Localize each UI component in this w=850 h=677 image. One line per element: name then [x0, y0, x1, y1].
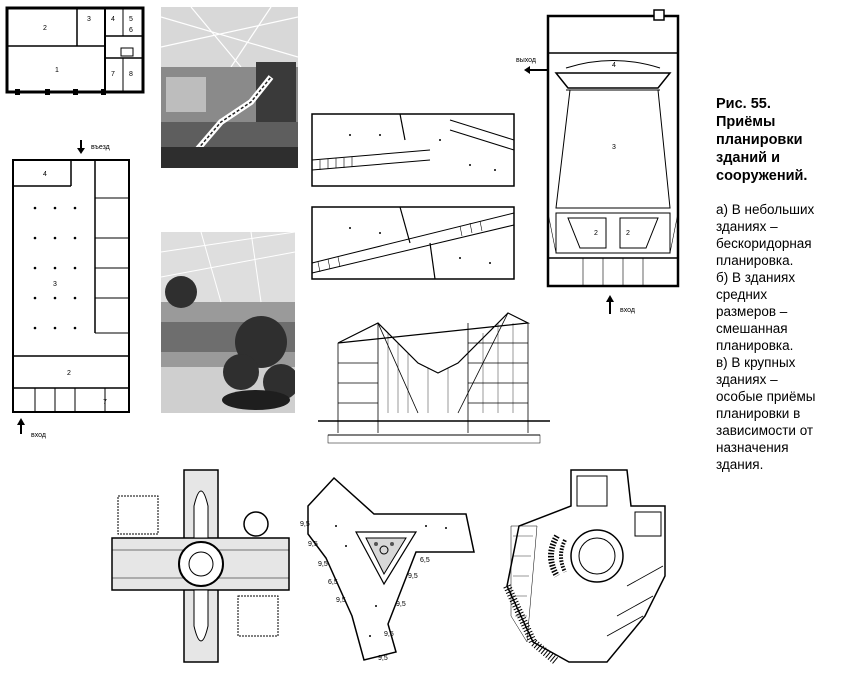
caption-title-line: зданий и — [716, 150, 781, 166]
building-section — [318, 303, 550, 449]
entry-bottom-label: вход — [31, 432, 46, 439]
hall-plan — [508, 8, 686, 320]
warehouse-label: 4 — [43, 171, 47, 178]
caption-title-line: сооружений. — [716, 168, 808, 184]
caption-line: в) В крупных — [716, 355, 796, 370]
caption-line: зданиях – — [716, 219, 778, 234]
caption-line: б) В зданиях — [716, 270, 796, 285]
hall-label: 2 — [626, 230, 630, 237]
green-atrium-photo — [161, 232, 295, 413]
small-plan-label: 8 — [129, 71, 133, 78]
mid-plan-lower — [310, 203, 516, 283]
caption-line: планировка. — [716, 338, 794, 353]
hall-label: 2 — [594, 230, 598, 237]
entry-label: вход — [620, 307, 635, 314]
cross-plan — [108, 466, 293, 666]
dimension-label: 9,5 — [300, 521, 310, 528]
caption-title — [716, 95, 844, 185]
caption-title-line: Рис. 55. — [716, 96, 771, 112]
caption-title-line: планировки — [716, 132, 803, 148]
caption-line: особые приёмы — [716, 389, 816, 404]
small-plan-label: 6 — [129, 27, 133, 34]
warehouse-label: 7 — [103, 399, 107, 406]
dimension-label: 6,5 — [420, 557, 430, 564]
small-plan-label: 1 — [55, 67, 59, 74]
small-building-plan — [5, 6, 147, 96]
caption-line: а) В небольших — [716, 202, 815, 217]
warehouse-label: 3 — [53, 281, 57, 288]
caption-line: зданиях – — [716, 372, 778, 387]
atrium-staircase-photo — [161, 7, 298, 168]
caption-line: назначения — [716, 440, 789, 455]
dimension-label: 9,5 — [384, 631, 394, 638]
dimension-label: 9,5 — [408, 573, 418, 580]
figure-caption — [716, 95, 844, 473]
caption-line: здания. — [716, 457, 764, 472]
caption-body — [716, 201, 844, 473]
mid-plan-upper — [310, 110, 516, 190]
triangular-plan — [296, 466, 486, 666]
theatre-plan — [497, 466, 673, 666]
caption-line: планировка. — [716, 253, 794, 268]
caption-title-line: Приёмы — [716, 114, 776, 130]
dimension-label: 9,5 — [336, 597, 346, 604]
entry-top-label: въезд — [91, 144, 110, 151]
caption-line: размеров – — [716, 304, 788, 319]
dimension-label: 9,5 — [396, 601, 406, 608]
small-plan-label: 5 — [129, 16, 133, 23]
dimension-label: 6,5 — [328, 579, 338, 586]
dimension-label: 9,5 — [308, 541, 318, 548]
small-plan-label: 2 — [43, 25, 47, 32]
hall-label: 4 — [612, 62, 616, 69]
caption-line: бескоридорная — [716, 236, 812, 251]
caption-line: смешанная — [716, 321, 788, 336]
exit-label: выход — [516, 57, 536, 64]
caption-line: планировки в — [716, 406, 801, 421]
small-plan-label: 7 — [111, 71, 115, 78]
small-plan-label: 3 — [87, 16, 91, 23]
caption-line: средних — [716, 287, 768, 302]
warehouse-label: 2 — [67, 370, 71, 377]
warehouse-plan — [5, 138, 135, 443]
small-plan-label: 4 — [111, 16, 115, 23]
dimension-label: 9,5 — [378, 655, 388, 662]
caption-line: зависимости от — [716, 423, 814, 438]
hall-label: 3 — [612, 144, 616, 151]
dimension-label: 9,5 — [318, 561, 328, 568]
